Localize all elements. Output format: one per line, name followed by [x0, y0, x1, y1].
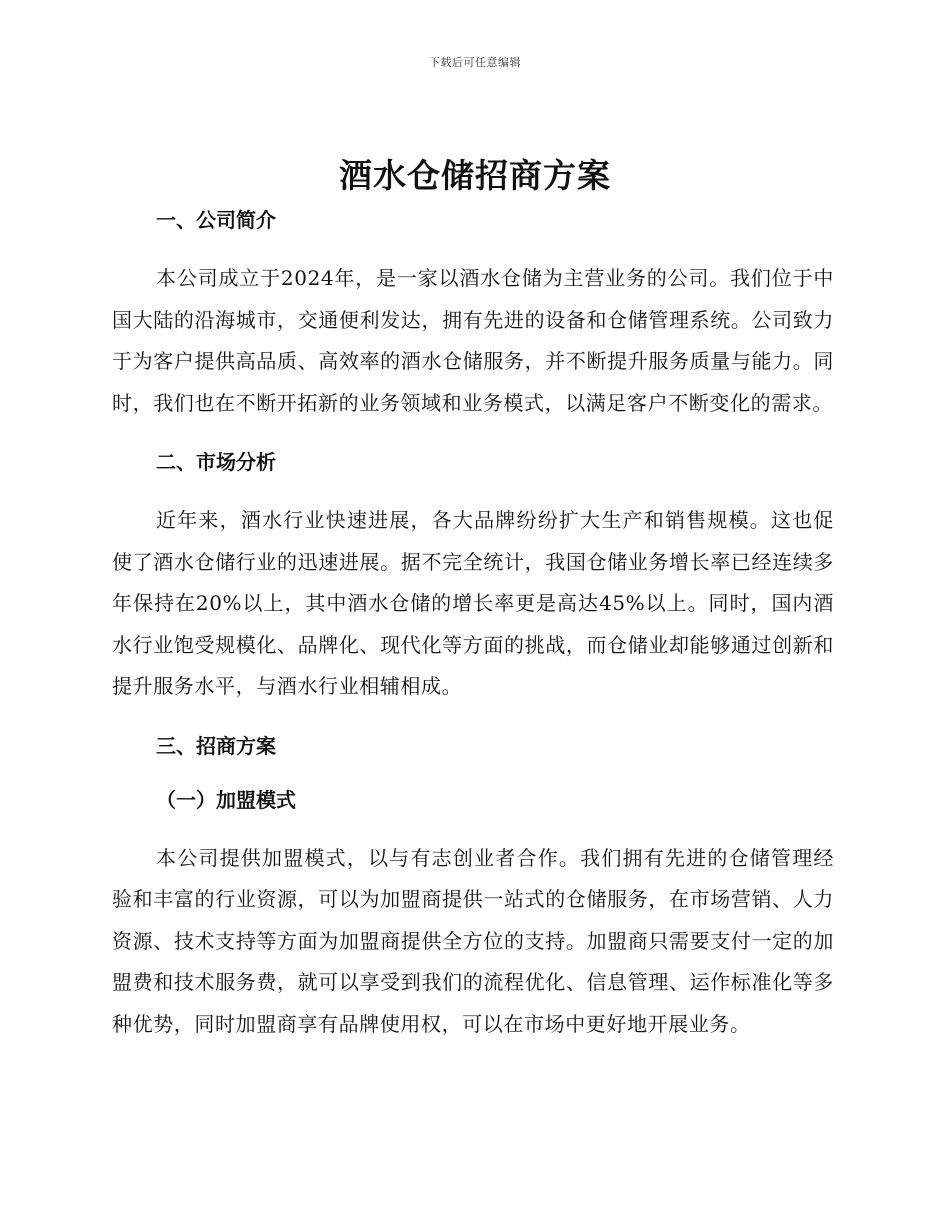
section-paragraph-market-analysis: 近年来，酒水行业快速进展，各大品牌纷纷扩大生产和销售规模。这也促使了酒水仓储行业的迅速进展。据不完全统计，我国仓储业务增长率已经连续多年保持在20%以上，其中酒水仓储的增长率更是高达45%以上。同时，国内酒水行业饱受规模化、品牌化、现代化等方面的挑战，而仓储业却能够通过创新和提升服务水平，与酒水行业相辅相成。 [112, 508, 834, 698]
document-body [112, 204, 834, 1067]
document-title: 酒水仓储招商方案 [339, 156, 611, 195]
subsection-heading-franchise-mode: （一）加盟模式 [156, 787, 296, 812]
page-header-note: 下载后可任意编辑 [429, 56, 521, 69]
section-paragraph-company-intro: 本公司成立于2024年，是一家以酒水仓储为主营业务的公司。我们位于中国大陆的沿海城市，交通便利发达，拥有先进的设备和仓储管理系统。公司致力于为客户提供高品质、高效率的酒水仓储服务，并不断提升服务质量与能力。同时，我们也在不断开拓新的业务领域和业务模式，以满足客户不断变化的需求。 [112, 266, 834, 415]
section-heading-company-intro: 一、公司简介 [156, 208, 276, 232]
section-heading-market-analysis: 二、市场分析 [156, 450, 276, 474]
section-paragraph-franchise-mode: 本公司提供加盟模式，以与有志创业者合作。我们拥有先进的仓储管理经验和丰富的行业资源，可以为加盟商提供一站式的仓储服务，在市场营销、人力资源、技术支持等方面为加盟商提供全方位的支持。加盟商只需要支付一定的加盟费和技术服务费，就可以享受到我们的流程优化、信息管理、运作标准化等多种优势，同时加盟商享有品牌使用权，可以在市场中更好地开展业务。 [112, 845, 834, 1036]
section-heading-investment-plan: 三、招商方案 [156, 733, 276, 758]
